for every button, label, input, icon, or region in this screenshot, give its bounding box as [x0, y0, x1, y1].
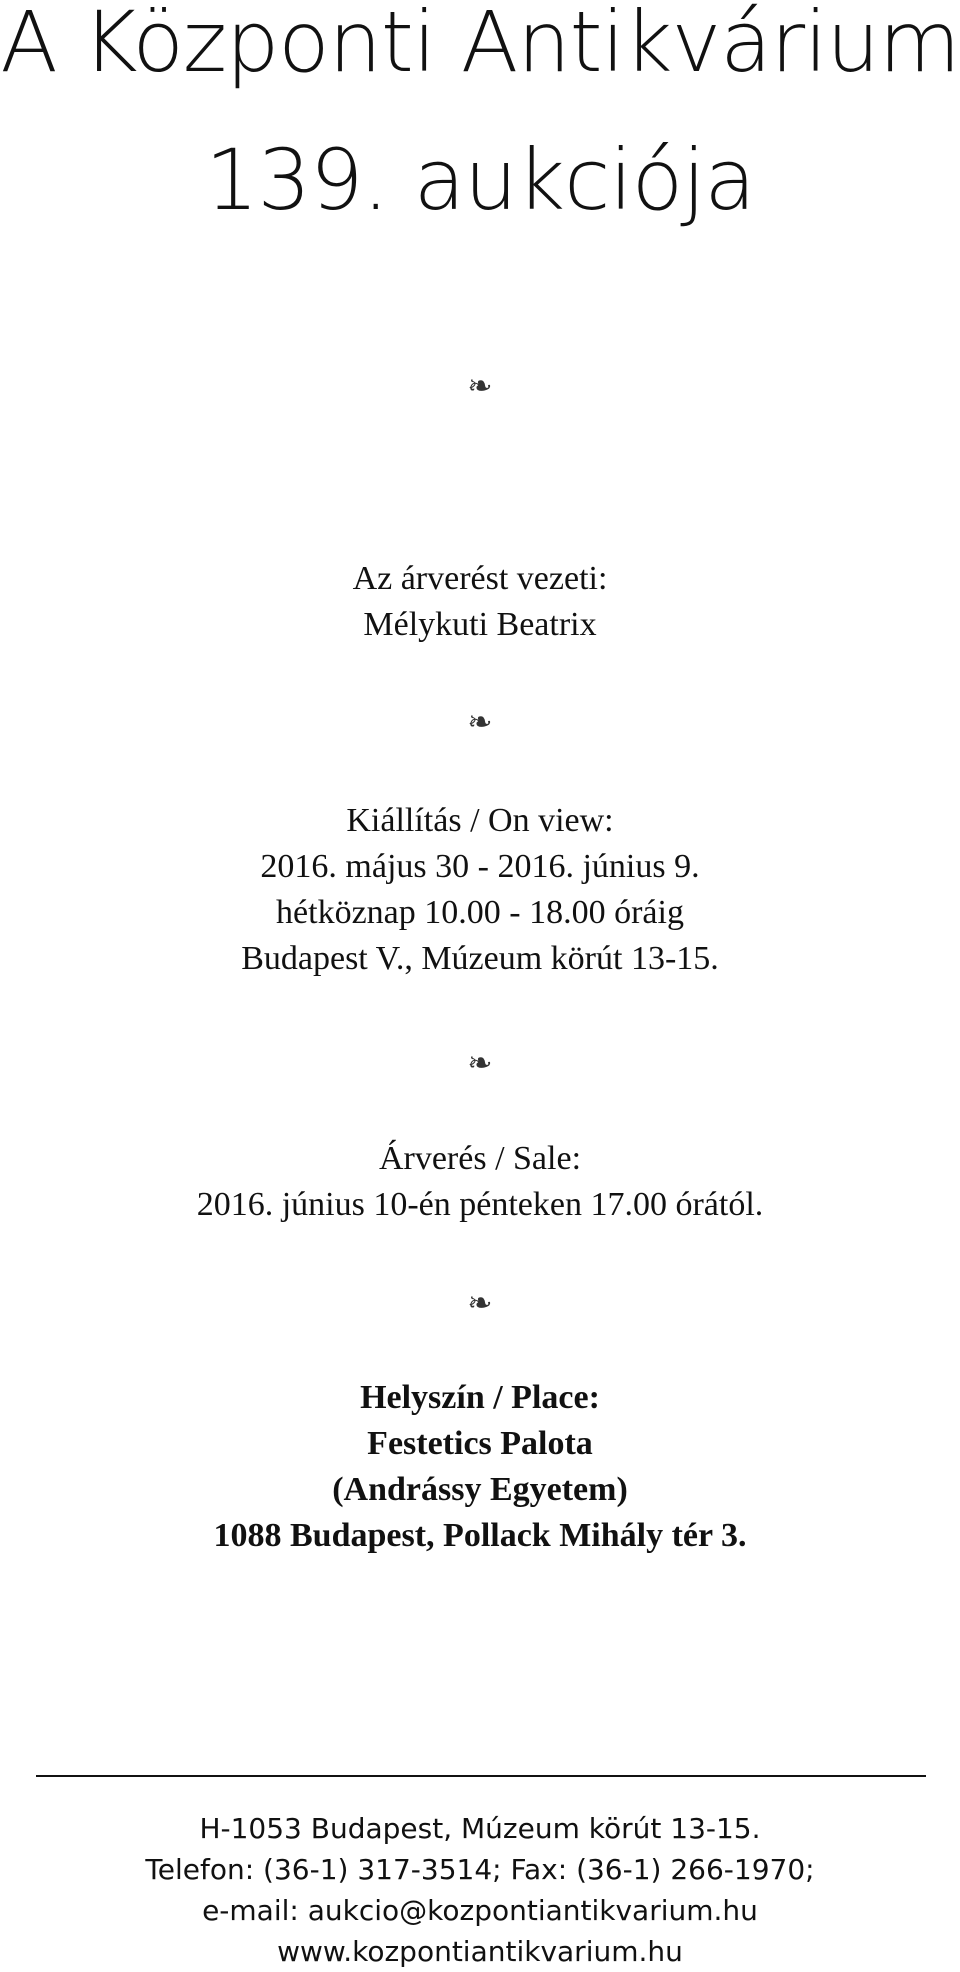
footer-email: e-mail: aukcio@kozpontiantikvarium.hu	[202, 1894, 758, 1927]
place-section	[0, 1375, 960, 1559]
footer-phone-fax: Telefon: (36-1) 317-3514; Fax: (36-1) 266-1970;	[145, 1853, 815, 1886]
footer-contact	[0, 1808, 960, 1972]
footer-divider	[36, 1775, 926, 1777]
place-address: 1088 Budapest, Pollack Mihály tér 3.	[213, 1517, 747, 1554]
title-line-1: A Központi Antikvárium	[0, 0, 960, 91]
place-venue: Festetics Palota	[367, 1425, 593, 1462]
floral-ornament-icon: ❧	[467, 1286, 493, 1321]
sale-label: Árverés / Sale:	[378, 1140, 582, 1177]
exhibition-section	[0, 798, 960, 982]
floral-ornament-icon: ❧	[467, 369, 493, 404]
title-line-2: 139. aukciója	[205, 131, 755, 229]
auctioneer-section	[0, 556, 960, 648]
sale-section	[0, 1136, 960, 1228]
auctioneer-label: Az árverést vezeti:	[352, 560, 608, 597]
exhibition-address: Budapest V., Múzeum körút 13-15.	[241, 940, 719, 977]
floral-ornament-icon: ❧	[467, 1046, 493, 1081]
place-label: Helyszín / Place:	[360, 1379, 600, 1416]
auctioneer-name: Mélykuti Beatrix	[363, 606, 597, 643]
floral-ornament-icon: ❧	[467, 705, 493, 740]
footer-address: H-1053 Budapest, Múzeum körút 13-15.	[199, 1812, 761, 1845]
exhibition-label: Kiállítás / On view:	[346, 802, 614, 839]
footer-website: www.kozpontiantikvarium.hu	[277, 1935, 683, 1968]
exhibition-hours: hétköznap 10.00 - 18.00 óráig	[276, 894, 684, 931]
exhibition-dates: 2016. május 30 - 2016. június 9.	[260, 848, 700, 885]
place-institution: (Andrássy Egyetem)	[332, 1471, 628, 1508]
sale-datetime: 2016. június 10-én pénteken 17.00 órától.	[196, 1186, 764, 1223]
